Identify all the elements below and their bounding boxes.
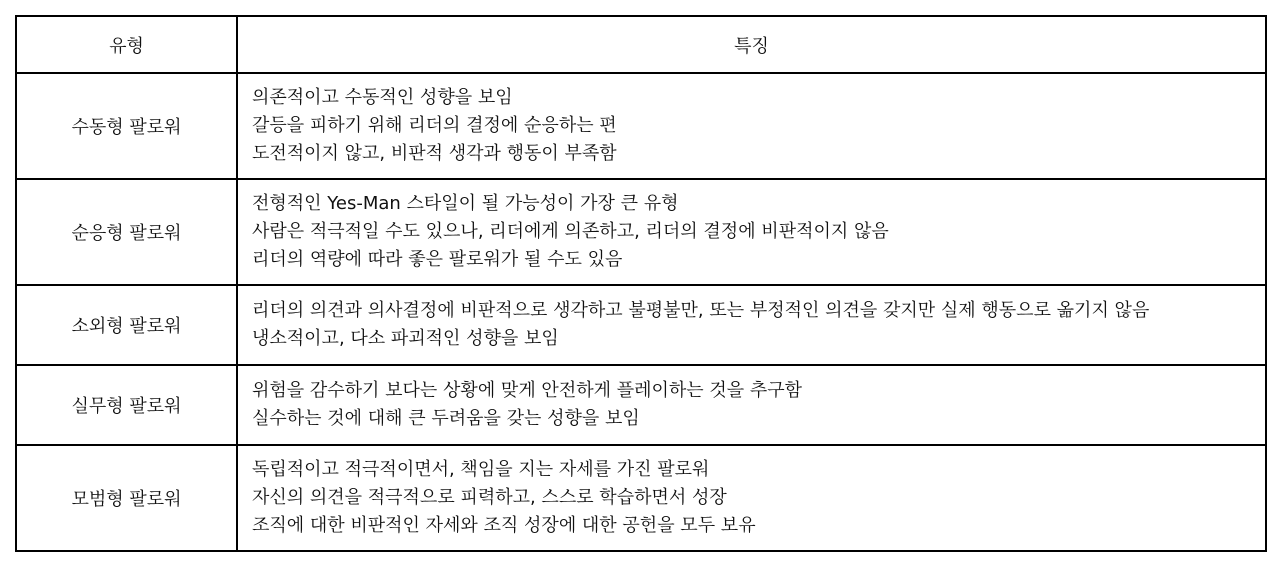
feature-line: 전형적인 Yes-Man 스타일이 될 가능성이 가장 큰 유형 [252,193,679,214]
feature-line: 갈등을 피하기 위해 리더의 결정에 순응하는 편 [252,115,617,136]
table-row [16,365,1266,445]
feature-line: 독립적이고 적극적이면서, 책임을 지는 자세를 가진 팔로워 [252,459,710,480]
table-header-row [16,16,1266,73]
row-type-label: 소외형 팔로워 [16,285,237,365]
row-type-label: 실무형 팔로워 [16,365,237,445]
feature-line: 도전적이지 않고, 비판적 생각과 행동이 부족함 [252,143,617,164]
table-row [16,179,1266,285]
follower-types-table-container [15,15,1265,552]
row-features [237,179,1266,285]
feature-line: 리더의 의견과 의사결정에 비판적으로 생각하고 불평불만, 또는 부정적인 의견을 갖지만 실제 행동으로 옮기지 않음 [252,300,1150,321]
row-type-label: 모범형 팔로워 [16,445,237,551]
feature-line: 사람은 적극적일 수도 있으나, 리더에게 의존하고, 리더의 결정에 비판적이지 않음 [252,221,889,242]
feature-line: 조직에 대한 비판적인 자세와 조직 성장에 대한 공헌을 모두 보유 [252,515,756,536]
feature-line: 냉소적이고, 다소 파괴적인 성향을 보임 [252,328,559,349]
feature-line: 위험을 감수하기 보다는 상황에 맞게 안전하게 플레이하는 것을 추구함 [252,380,803,401]
follower-types-table [15,15,1267,552]
feature-line: 자신의 의견을 적극적으로 피력하고, 스스로 학습하면서 성장 [252,487,727,508]
row-features [237,73,1266,179]
row-features [237,445,1266,551]
feature-line: 의존적이고 수동적인 성향을 보임 [252,87,513,108]
header-features: 특징 [237,16,1266,73]
table-row [16,285,1266,365]
row-features [237,365,1266,445]
row-type-label: 순응형 팔로워 [16,179,237,285]
table-row [16,445,1266,551]
header-type: 유형 [16,16,237,73]
table-row [16,73,1266,179]
row-type-label: 수동형 팔로워 [16,73,237,179]
feature-line: 실수하는 것에 대해 큰 두려움을 갖는 성향을 보임 [252,408,640,429]
feature-line: 리더의 역량에 따라 좋은 팔로워가 될 수도 있음 [252,249,623,270]
row-features [237,285,1266,365]
